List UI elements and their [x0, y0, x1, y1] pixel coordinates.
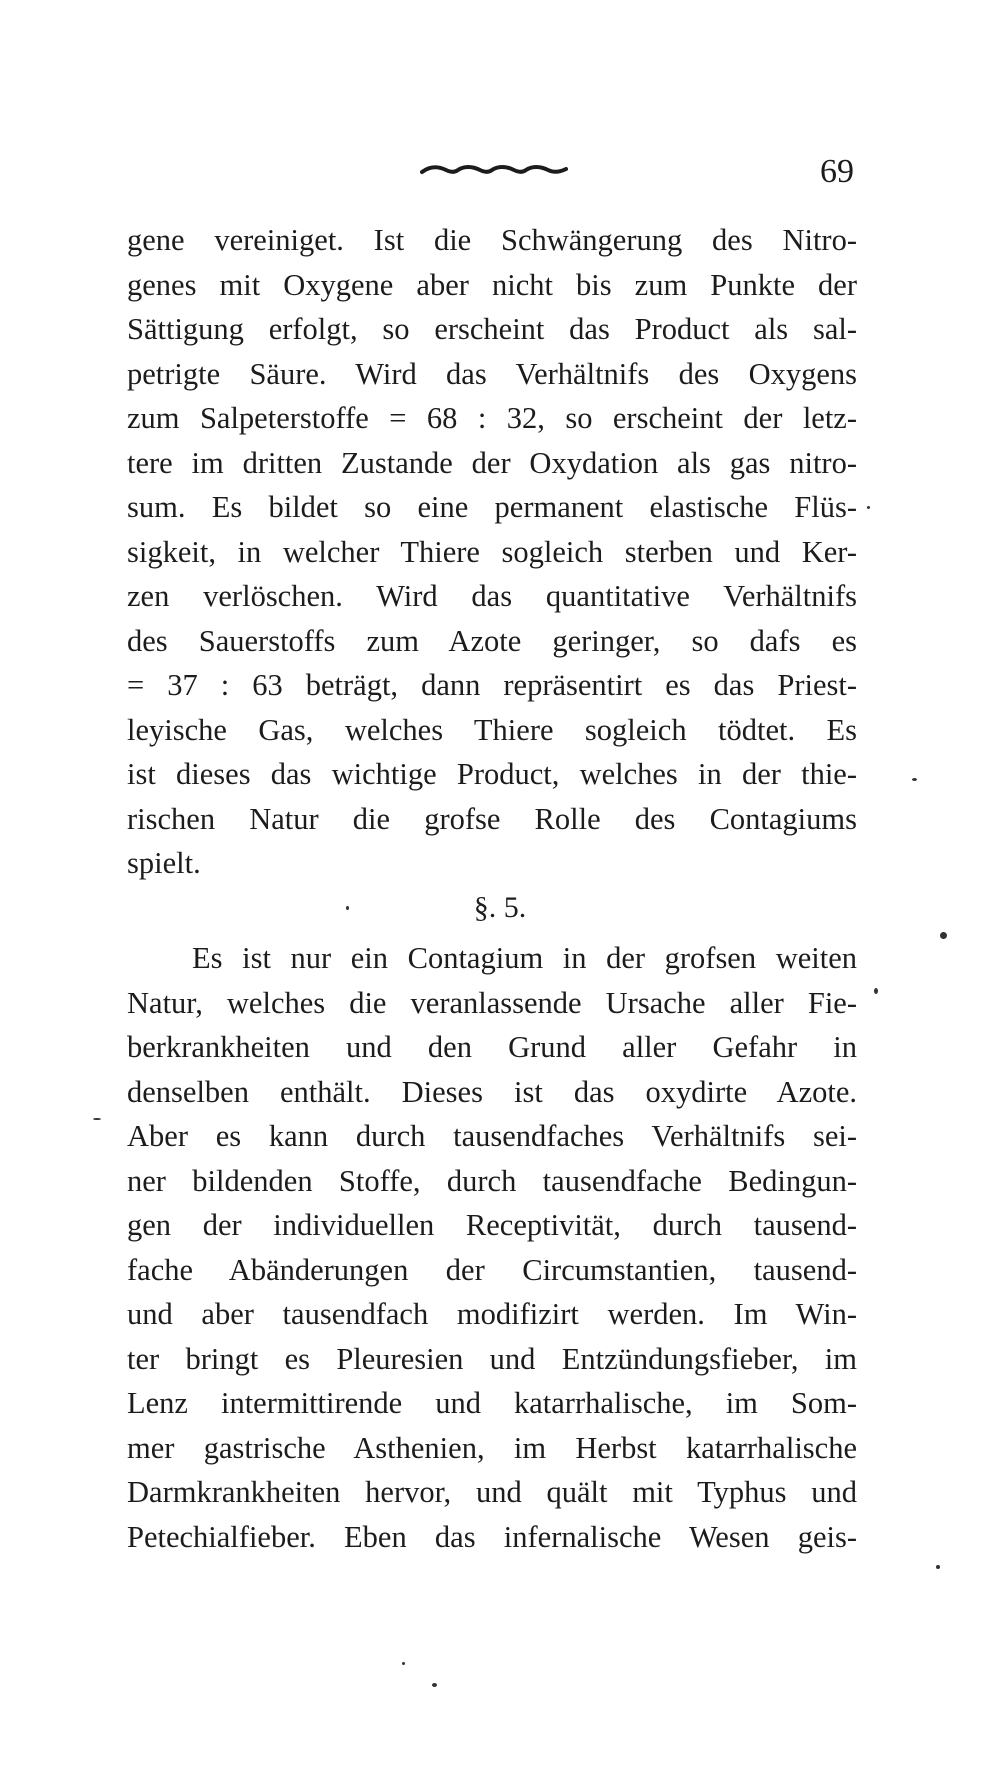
text-line: rischen Natur die grofse Rolle des Contagiums	[127, 801, 857, 836]
text-line: fache Abänderungen der Circumstantien, tausend-	[127, 1252, 857, 1287]
scan-speck	[402, 1662, 405, 1665]
text-line: zen verlöschen. Wird das quantitative Verhältnifs	[127, 579, 857, 613]
header-ornament-icon	[420, 160, 568, 180]
text-line: Sättigung erfolgt, so erscheint das Product als sal-	[127, 312, 857, 346]
text-line: mer gastrische Asthenien, im Herbst katarrhalische	[127, 1430, 857, 1465]
text-line: sum. Es bildet so eine permanent elastische Flüs-	[127, 490, 857, 524]
text-line: petrigte Säure. Wird das Verhältnifs des Oxygens	[127, 356, 857, 391]
text-line: berkrankheiten und den Grund aller Gefahr in	[127, 1030, 857, 1064]
text-line: gen der individuellen Receptivität, durch tausend-	[127, 1208, 857, 1242]
text-line: Lenz intermittirende und katarrhalische, im Som-	[127, 1386, 857, 1420]
text-line: Darmkrankheiten hervor, und quält mit Typhus und	[127, 1475, 857, 1509]
text-line: sigkeit, in welcher Thiere sogleich sterben und Ker-	[127, 534, 857, 569]
page-number: 69	[820, 153, 854, 190]
text-line: tere im dritten Zustande der Oxydation als gas nitro-	[127, 445, 857, 480]
paragraph-1	[127, 218, 857, 886]
text-line: zum Salpeterstoffe = 68 : 32, so erscheint der letz-	[127, 401, 857, 435]
scan-speck	[93, 1118, 101, 1120]
text-line: gene vereiniget. Ist die Schwängerung des Nitro-	[127, 223, 857, 257]
text-line: ter bringt es Pleuresien und Entzündungsfieber, im	[127, 1341, 857, 1376]
paragraph-2	[127, 936, 857, 1559]
text-line: = 37 : 63 beträgt, dann repräsentirt es das Priest-	[127, 668, 857, 702]
scan-speck	[874, 988, 878, 994]
text-line: und aber tausendfach modifizirt werden. Im Win-	[127, 1297, 857, 1331]
section-heading: §. 5.	[473, 891, 527, 924]
text-line: leyische Gas, welches Thiere sogleich tödtet. Es	[127, 712, 857, 747]
text-line: genes mit Oxygene aber nicht bis zum Punkte der	[127, 267, 857, 302]
scan-speck	[346, 906, 349, 910]
scan-speck	[867, 506, 870, 509]
text-line: denselben enthält. Dieses ist das oxydirte Azote.	[127, 1074, 857, 1109]
text-line: spielt.	[127, 846, 201, 880]
text-line: Aber es kann durch tausendfaches Verhältnifs sei-	[127, 1119, 857, 1153]
scan-speck	[940, 932, 947, 939]
text-line: Petechialfieber. Eben das infernalische Wesen geis-	[127, 1519, 857, 1554]
scan-speck	[936, 1565, 940, 1569]
text-line: Es ist nur ein Contagium in der grofsen weiten	[192, 941, 857, 975]
text-line: des Sauerstoffs zum Azote geringer, so dafs es	[127, 623, 857, 658]
scan-speck	[912, 778, 917, 781]
scan-speck	[432, 1683, 437, 1687]
text-line: ist dieses das wichtige Product, welches in der thie-	[127, 757, 857, 791]
text-line: ner bildenden Stoffe, durch tausendfache Bedingun-	[127, 1163, 857, 1198]
text-line: Natur, welches die veranlassende Ursache aller Fie-	[127, 985, 857, 1020]
